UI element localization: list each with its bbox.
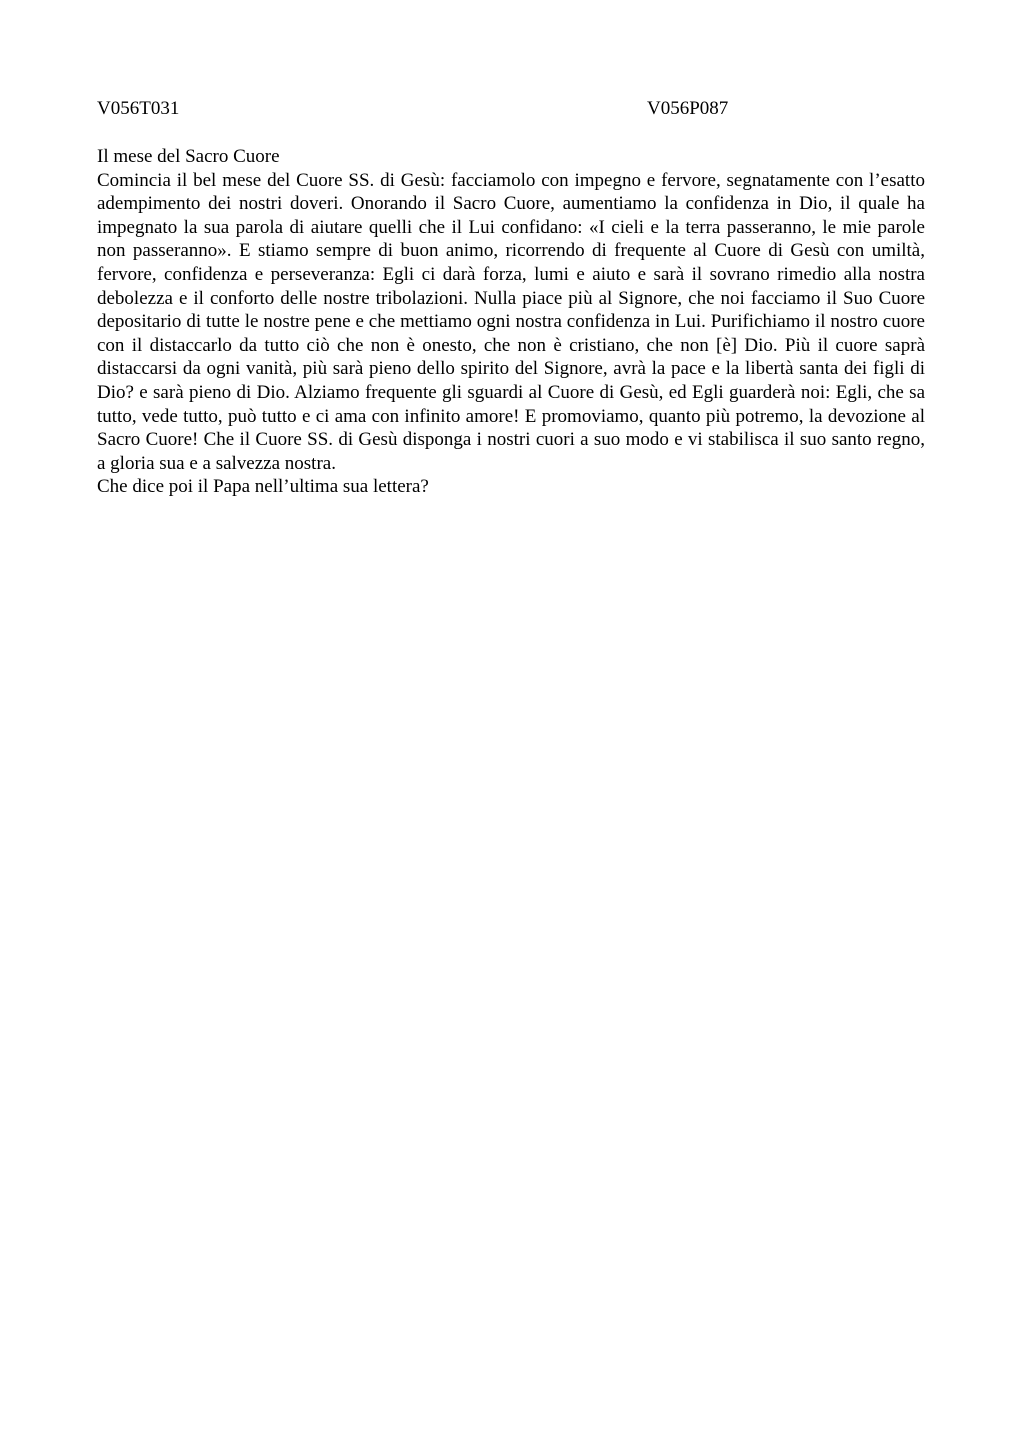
document-title: Il mese del Sacro Cuore — [97, 146, 280, 167]
document-closing-line: Che dice poi il Papa nell’ultima sua lettera? — [97, 476, 429, 498]
document-header — [97, 97, 927, 121]
document-body-paragraph: Comincia il bel mese del Cuore SS. di Gesù: facciamolo con impegno e fervore, segnatamente con l’esatto adempimento dei nostri doveri. Onorando il Sacro Cuore, aumentiamo la confidenza in Dio, il quale ha impegnato la sua parola di aiutare quelli che il Lui confidano: «I cieli e la terra passeranno, le mie parole non passeranno». E stiamo sempre di buon animo, ricorrendo di frequente al Cuore di Gesù con umiltà, fervore, confidenza e perseveranza: Egli ci darà forza, lumi e aiuto e sarà il sovrano rimedio alla nostra debolezza e il conforto delle nostre tribolazioni. Nulla piace più al Signore, che noi facciamo il Suo Cuore depositario di tutte le nostre pene e che mettiamo ogni nostra confidenza in Lui. Purifichiamo il nostro cuore con il distaccarlo da tutto ciò che non è onesto, che non è cristiano, che non [è] Dio. Più il cuore saprà distaccarsi da ogni vanità, più sarà pieno dello spirito del Signore, avrà la pace e la libertà santa dei figli di Dio? e sarà pieno di Dio. Alziamo frequente gli sguardi al Cuore di Gesù, ed Egli guarderà noi: Egli, che sa tutto, vede tutto, può tutto e ci ama con infinito amore! E promoviamo, quanto più potremo, la devozione al Sacro Cuore! Che il Cuore SS. di Gesù disponga i nostri cuori a suo modo e vi stabilisca il suo santo regno, a gloria sua e a salvezza nostra. — [97, 169, 925, 474]
document-content — [97, 145, 925, 499]
document-code-left: V056T031 — [97, 98, 180, 119]
document-code-right: V056P087 — [647, 98, 729, 119]
